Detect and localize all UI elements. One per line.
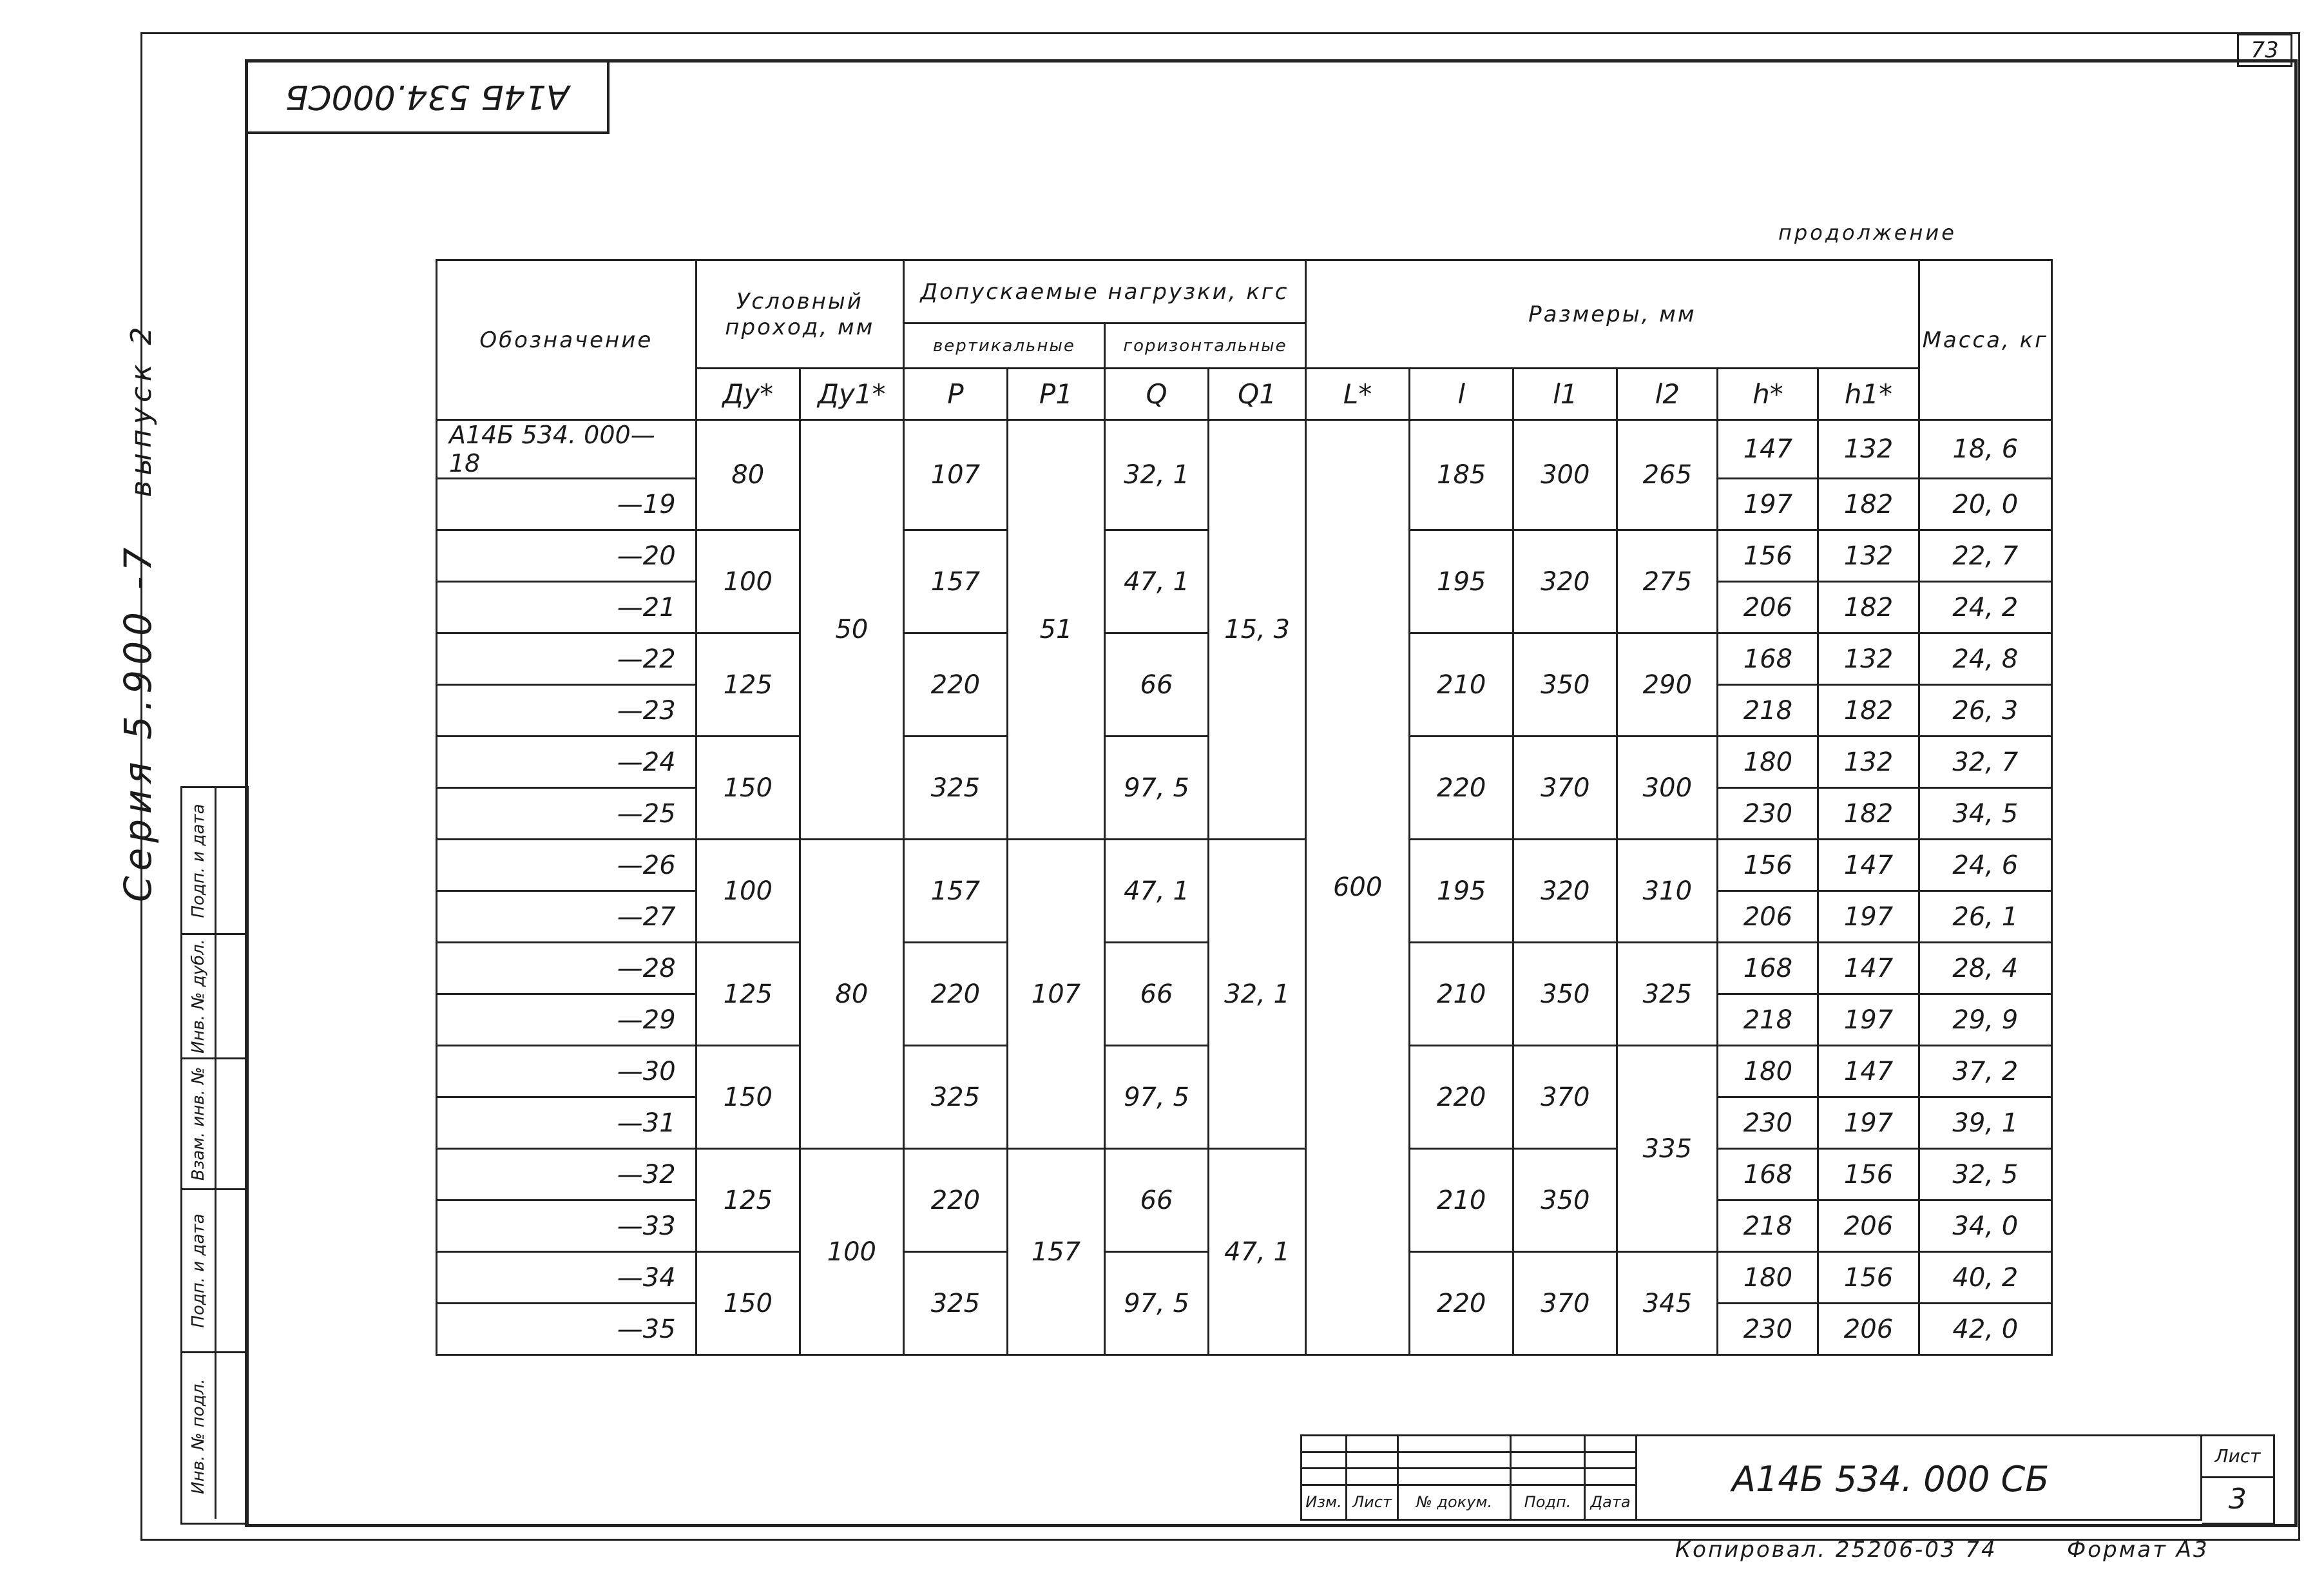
header-horizontal: горизонтальные xyxy=(1104,323,1305,369)
table-cell-l: 195 xyxy=(1410,840,1513,943)
table-cell-h: 168 xyxy=(1718,943,1818,994)
table-cell-h1: 197 xyxy=(1818,994,1919,1046)
table-cell-q1: 15, 3 xyxy=(1209,420,1306,840)
table-cell-designation: A14Б 534. 000—18 xyxy=(437,420,696,479)
table-cell-q: 47, 1 xyxy=(1104,530,1208,633)
table-cell-l: 220 xyxy=(1410,737,1513,840)
table-cell-q: 66 xyxy=(1104,1149,1208,1252)
table-cell-l1: 350 xyxy=(1513,1149,1617,1252)
symbol-q1: Q1 xyxy=(1209,369,1306,420)
table-cell-h: 168 xyxy=(1718,1149,1818,1200)
table-cell-l2: 335 xyxy=(1617,1046,1718,1252)
table-cell-designation: —23 xyxy=(437,685,696,737)
header-designation: Обозначение xyxy=(437,260,696,420)
table-cell-l: 220 xyxy=(1410,1252,1513,1355)
side-stamp-cell xyxy=(182,788,247,935)
table-cell-dy: 125 xyxy=(696,633,800,737)
series-text: Серия 5.900 -7 xyxy=(116,542,160,902)
table-cell-p1: 157 xyxy=(1007,1149,1104,1355)
table-cell-mass: 28, 4 xyxy=(1919,943,2051,994)
table-cell-p: 325 xyxy=(903,737,1007,840)
issue-text: выпуск 2 xyxy=(125,322,158,497)
table-cell-l1: 370 xyxy=(1513,737,1617,840)
page-number: 73 xyxy=(2237,34,2292,67)
table-cell-l1: 300 xyxy=(1513,420,1617,530)
format-label: Формат A3 xyxy=(2067,1537,2209,1563)
symbol-h1: h1* xyxy=(1818,369,1919,420)
table-cell-l: 210 xyxy=(1410,943,1513,1046)
table-cell-h1: 132 xyxy=(1818,633,1919,685)
table-cell-mass: 37, 2 xyxy=(1919,1046,2051,1097)
table-cell-mass: 26, 1 xyxy=(1919,891,2051,943)
header-allowable-loads: Допускаемые нагрузки, кгс xyxy=(903,260,1305,323)
title-block-label: Дата xyxy=(1585,1485,1637,1519)
side-stamp-cell xyxy=(182,1059,247,1190)
side-stamp xyxy=(180,786,249,1525)
table-cell-dy: 100 xyxy=(696,840,800,943)
table-cell-p1: 107 xyxy=(1007,840,1104,1149)
continuation-label: продолжение xyxy=(1778,220,1957,245)
table-cell-designation: —33 xyxy=(437,1200,696,1252)
title-block xyxy=(1300,1434,2291,1521)
table-cell-h: 206 xyxy=(1718,582,1818,633)
table-cell-q: 97, 5 xyxy=(1104,737,1208,840)
symbol-h: h* xyxy=(1718,369,1818,420)
table-cell-h1: 182 xyxy=(1818,582,1919,633)
table-cell-l: 220 xyxy=(1410,1046,1513,1149)
side-stamp-label: Инв. № дубл. xyxy=(189,939,208,1054)
symbol-q: Q xyxy=(1104,369,1208,420)
table-cell-q1: 47, 1 xyxy=(1209,1149,1306,1355)
table-cell-dy: 150 xyxy=(696,737,800,840)
table-cell-mass: 22, 7 xyxy=(1919,530,2051,582)
symbol-L: L* xyxy=(1306,369,1410,420)
table-cell-l1: 350 xyxy=(1513,943,1617,1046)
table-cell-h1: 206 xyxy=(1818,1200,1919,1252)
table-cell-mass: 42, 0 xyxy=(1919,1304,2051,1355)
table-cell-h1: 147 xyxy=(1818,1046,1919,1097)
table-cell-h: 180 xyxy=(1718,1046,1818,1097)
title-block-grid xyxy=(1300,1434,1637,1521)
header-vertical: вертикальные xyxy=(903,323,1104,369)
table-cell-h: 230 xyxy=(1718,788,1818,840)
table-cell-mass: 32, 5 xyxy=(1919,1149,2051,1200)
table-cell-q: 97, 5 xyxy=(1104,1252,1208,1355)
table-cell-q: 66 xyxy=(1104,943,1208,1046)
table-cell-h1: 156 xyxy=(1818,1149,1919,1200)
table-cell-designation: —19 xyxy=(437,479,696,530)
table-cell-l2: 325 xyxy=(1617,943,1718,1046)
table-cell-designation: —22 xyxy=(437,633,696,685)
table-cell-dy1: 80 xyxy=(800,840,903,1149)
side-stamp-cell xyxy=(182,935,247,1059)
upside-down-stamp-text: A14Б 534.000СБ xyxy=(285,77,570,116)
table-cell-h: 180 xyxy=(1718,737,1818,788)
side-stamp-label: Подп. и дата xyxy=(189,803,208,918)
table-cell-l1: 370 xyxy=(1513,1046,1617,1149)
table-cell-h1: 197 xyxy=(1818,1097,1919,1149)
table-cell-h1: 182 xyxy=(1818,685,1919,737)
title-block-label: Лист xyxy=(1347,1485,1398,1519)
table-cell-h1: 132 xyxy=(1818,530,1919,582)
table-cell-h: 180 xyxy=(1718,1252,1818,1304)
side-stamp-label: Инв. № подл. xyxy=(189,1378,208,1494)
side-stamp-label: Подп. и дата xyxy=(189,1213,208,1328)
table-cell-designation: —26 xyxy=(437,840,696,891)
symbol-l2: l2 xyxy=(1617,369,1718,420)
table-cell-h: 218 xyxy=(1718,994,1818,1046)
table-cell-dy: 80 xyxy=(696,420,800,530)
table-cell-mass: 24, 8 xyxy=(1919,633,2051,685)
table-cell-l2: 300 xyxy=(1617,737,1718,840)
side-stamp-cell xyxy=(182,1353,247,1519)
table-cell-dy: 125 xyxy=(696,943,800,1046)
copied-by-label: Копировал. 25206-03 74 xyxy=(1675,1537,1997,1563)
table-cell-p: 157 xyxy=(903,530,1007,633)
table-cell-mass: 32, 7 xyxy=(1919,737,2051,788)
symbol-l1: l1 xyxy=(1513,369,1617,420)
table-cell-mass: 18, 6 xyxy=(1919,420,2051,479)
table-cell-q: 97, 5 xyxy=(1104,1046,1208,1149)
table-cell-p1: 51 xyxy=(1007,420,1104,840)
table-cell-designation: —30 xyxy=(437,1046,696,1097)
table-cell-q: 32, 1 xyxy=(1104,420,1208,530)
table-cell-h1: 182 xyxy=(1818,788,1919,840)
table-cell-l1: 320 xyxy=(1513,840,1617,943)
side-stamp-cell xyxy=(182,1190,247,1353)
sheet-box xyxy=(2202,1434,2275,1525)
table-cell-l: 210 xyxy=(1410,633,1513,737)
table-cell-mass: 24, 2 xyxy=(1919,582,2051,633)
table-cell-l1: 320 xyxy=(1513,530,1617,633)
table-cell-h1: 132 xyxy=(1818,737,1919,788)
table-cell-l2: 265 xyxy=(1617,420,1718,530)
sheet-label: Лист xyxy=(2202,1436,2273,1478)
specification-table xyxy=(436,259,2053,1356)
table-cell-l1: 370 xyxy=(1513,1252,1617,1355)
table-cell-h: 206 xyxy=(1718,891,1818,943)
table-cell-h1: 197 xyxy=(1818,891,1919,943)
table-cell-dy: 100 xyxy=(696,530,800,633)
upside-down-stamp xyxy=(245,59,610,134)
table-cell-h1: 182 xyxy=(1818,479,1919,530)
table-cell-mass: 34, 0 xyxy=(1919,1200,2051,1252)
table-cell-designation: —20 xyxy=(437,530,696,582)
table-cell-l1: 350 xyxy=(1513,633,1617,737)
table-cell-q: 66 xyxy=(1104,633,1208,737)
table-cell-h: 168 xyxy=(1718,633,1818,685)
table-cell-l: 195 xyxy=(1410,530,1513,633)
table-cell-mass: 34, 5 xyxy=(1919,788,2051,840)
table-cell-p: 107 xyxy=(903,420,1007,530)
table-cell-q: 47, 1 xyxy=(1104,840,1208,943)
table-cell-dy: 125 xyxy=(696,1149,800,1252)
table-cell-designation: —34 xyxy=(437,1252,696,1304)
document-code: A14Б 534. 000 СБ xyxy=(1635,1434,2202,1521)
symbol-dy: Ду* xyxy=(696,369,800,420)
table-cell-designation: —29 xyxy=(437,994,696,1046)
table-cell-p: 325 xyxy=(903,1046,1007,1149)
header-mass: Масса, кг xyxy=(1919,260,2051,420)
table-cell-h: 230 xyxy=(1718,1097,1818,1149)
table-cell-h1: 206 xyxy=(1818,1304,1919,1355)
table-cell-mass: 29, 9 xyxy=(1919,994,2051,1046)
table-cell-designation: —35 xyxy=(437,1304,696,1355)
table-cell-dy1: 50 xyxy=(800,420,903,840)
title-block-label: Подп. xyxy=(1511,1485,1585,1519)
table-cell-p: 220 xyxy=(903,1149,1007,1252)
sheet-number: 3 xyxy=(2229,1483,2247,1516)
header-dimensions: Размеры, мм xyxy=(1306,260,1919,369)
table-cell-designation: —21 xyxy=(437,582,696,633)
title-block-label: № докум. xyxy=(1398,1485,1511,1519)
table-cell-designation: —24 xyxy=(437,737,696,788)
table-cell-p: 157 xyxy=(903,840,1007,943)
table-cell-h: 147 xyxy=(1718,420,1818,479)
table-cell-mass: 20, 0 xyxy=(1919,479,2051,530)
table-cell-mass: 24, 6 xyxy=(1919,840,2051,891)
table-cell-dy: 150 xyxy=(696,1252,800,1355)
symbol-dy1: Ду1* xyxy=(800,369,903,420)
table-cell-h1: 147 xyxy=(1818,943,1919,994)
table-cell-l2: 275 xyxy=(1617,530,1718,633)
title-block-label: Изм. xyxy=(1301,1485,1347,1519)
table-cell-l2: 290 xyxy=(1617,633,1718,737)
table-cell-p: 220 xyxy=(903,633,1007,737)
symbol-p1: P1 xyxy=(1007,369,1104,420)
series-label xyxy=(116,258,168,902)
table-cell-mass: 40, 2 xyxy=(1919,1252,2051,1304)
table-cell-designation: —32 xyxy=(437,1149,696,1200)
table-cell-mass: 39, 1 xyxy=(1919,1097,2051,1149)
table-cell-l2: 345 xyxy=(1617,1252,1718,1355)
table-cell-h: 218 xyxy=(1718,1200,1818,1252)
table-cell-L: 600 xyxy=(1306,420,1410,1355)
table-cell-mass: 26, 3 xyxy=(1919,685,2051,737)
side-stamp-label: Взам. инв. № xyxy=(189,1066,208,1181)
table-cell-designation: —25 xyxy=(437,788,696,840)
symbol-l: l xyxy=(1410,369,1513,420)
table-cell-l: 185 xyxy=(1410,420,1513,530)
table-cell-l2: 310 xyxy=(1617,840,1718,943)
table-cell-q1: 32, 1 xyxy=(1209,840,1306,1149)
table-cell-designation: —28 xyxy=(437,943,696,994)
table-cell-h: 218 xyxy=(1718,685,1818,737)
table-cell-h: 156 xyxy=(1718,530,1818,582)
table-cell-h: 230 xyxy=(1718,1304,1818,1355)
table-cell-h1: 147 xyxy=(1818,840,1919,891)
table-cell-p: 220 xyxy=(903,943,1007,1046)
table-cell-p: 325 xyxy=(903,1252,1007,1355)
table-cell-designation: —31 xyxy=(437,1097,696,1149)
header-nominal-bore: Условный проход, мм xyxy=(696,260,903,369)
table-cell-h: 197 xyxy=(1718,479,1818,530)
table-cell-dy1: 100 xyxy=(800,1149,903,1355)
symbol-p: P xyxy=(903,369,1007,420)
table-cell-l: 210 xyxy=(1410,1149,1513,1252)
table-cell-dy: 150 xyxy=(696,1046,800,1149)
table-cell-h1: 132 xyxy=(1818,420,1919,479)
table-cell-h1: 156 xyxy=(1818,1252,1919,1304)
table-cell-h: 156 xyxy=(1718,840,1818,891)
table-cell-designation: —27 xyxy=(437,891,696,943)
